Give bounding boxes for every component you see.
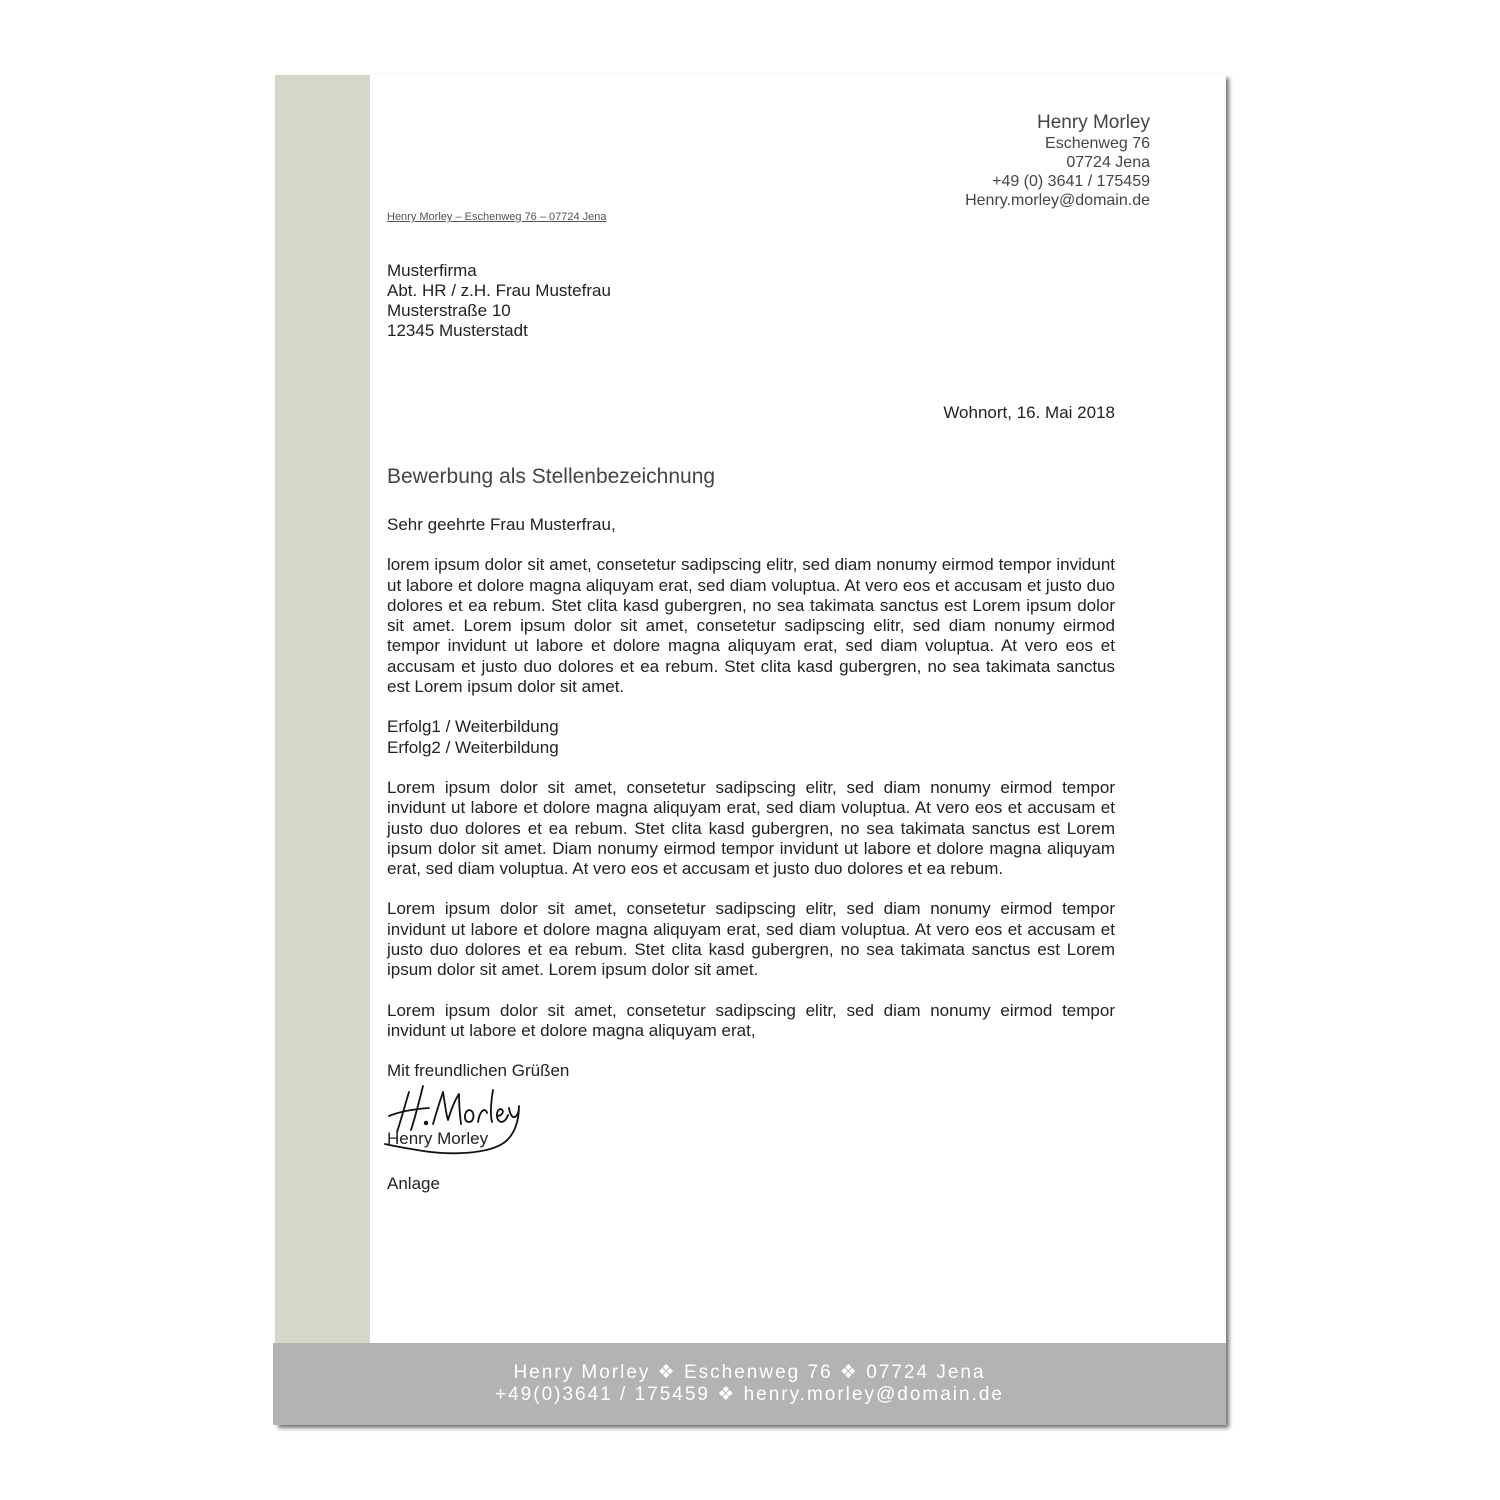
return-address-line: Henry Morley – Eschenweg 76 – 07724 Jena (387, 211, 607, 223)
paragraph: lorem ipsum dolor sit amet, consetetur sadipscing elitr, sed diam nonumy eirmod tempor invidunt ut labore et dolore magna aliquyam erat, sed diam voluptua. At vero eos et accusam et justo duo dolores et ea rebum. Stet clita kasd gubergren, no sea takimata sanctus est Lorem ipsum dolor sit amet. Lorem ipsum dolor sit amet, consetetur sadipscing elitr, sed diam nonumy eirmod tempor invidunt ut labore et dolore magna aliquyam erat, sed diam voluptua. At vero eos et accusam et justo duo dolores et ea rebum. Stet clita kasd gubergren, no sea takimata sanctus est Lorem ipsum dolor sit amet. (387, 555, 1115, 697)
paragraph: Lorem ipsum dolor sit amet, consetetur sadipscing elitr, sed diam nonumy eirmod tempor invidunt ut labore et dolore magna aliquyam erat, sed diam voluptua. At vero eos et accusam et justo duo dolores et ea rebum. Stet clita kasd gubergren, no sea takimata sanctus est Lorem ipsum dolor sit amet. Lorem ipsum dolor sit amet. (387, 899, 1115, 980)
sender-street: Eschenweg 76 (1045, 135, 1150, 152)
signature-block (387, 1080, 1115, 1150)
recipient-street: Musterstraße 10 (387, 301, 511, 320)
achievement-item: Erfolg1 / Weiterbildung (387, 717, 559, 737)
letter-date: Wohnort, 16. Mai 2018 (943, 403, 1115, 422)
achievement-list (387, 717, 1115, 758)
recipient-city: 12345 Musterstadt (387, 321, 528, 340)
recipient-company: Musterfirma (387, 261, 477, 280)
signer-name: Henry Morley (387, 1128, 489, 1148)
recipient-department: Abt. HR / z.H. Frau Mustefrau (387, 281, 611, 300)
letter-body (387, 515, 1115, 1194)
enclosure-note: Anlage (387, 1173, 440, 1193)
sender-phone: +49 (0) 3641 / 175459 (992, 173, 1150, 190)
closing: Mit freundlichen Grüßen (387, 1061, 570, 1081)
sender-city: 07724 Jena (1066, 154, 1150, 171)
salutation: Sehr geehrte Frau Musterfrau, (387, 515, 616, 534)
footer-bar (273, 1343, 1226, 1425)
footer-address-line: Henry Morley ❖ Eschenweg 76 ❖ 07724 Jena (513, 1362, 986, 1383)
footer-contact-line: +49(0)3641 / 175459 ❖ henry.morley@domain.de (495, 1384, 1004, 1405)
sidebar-accent (275, 75, 370, 1343)
letter-page (275, 75, 1226, 1425)
recipient-block (387, 261, 611, 341)
sender-email: Henry.morley@domain.de (965, 192, 1150, 209)
letter-subject: Bewerbung als Stellenbezeichnung (387, 465, 716, 488)
sender-block (965, 112, 1150, 210)
paragraph: Lorem ipsum dolor sit amet, consetetur sadipscing elitr, sed diam nonumy eirmod tempor invidunt ut labore et dolore magna aliquyam erat, sed diam voluptua. At vero eos et accusam et justo duo dolores et ea rebum. Stet clita kasd gubergren, no sea takimata sanctus est Lorem ipsum dolor sit amet. Diam nonumy eirmod tempor invidunt ut labore et dolore magna aliquyam erat, sed diam voluptua. At vero eos et accusam et justo duo dolores et ea rebum. (387, 777, 1115, 879)
achievement-item: Erfolg2 / Weiterbildung (387, 737, 559, 757)
paragraph: Lorem ipsum dolor sit amet, consetetur sadipscing elitr, sed diam nonumy eirmod tempor invidunt ut labore et dolore magna aliquyam erat, (387, 1000, 1115, 1040)
sender-name: Henry Morley (1037, 112, 1150, 133)
